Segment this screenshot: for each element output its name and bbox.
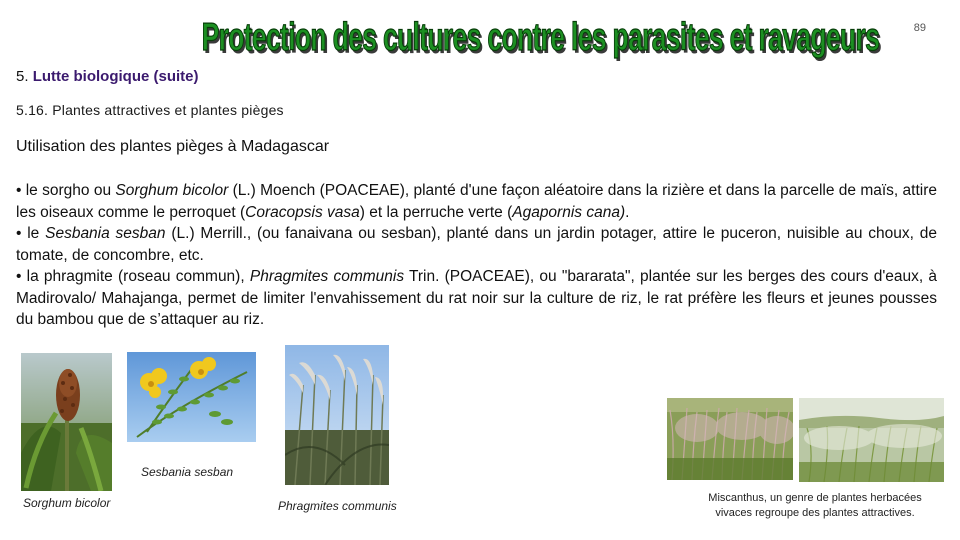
page-number: 89 bbox=[913, 22, 926, 34]
sorghum-illustration bbox=[21, 353, 112, 491]
caption-miscanthus-line1: Miscanthus, un genre de plantes herbacées bbox=[708, 492, 922, 504]
paragraph-phragmites bbox=[16, 266, 937, 331]
sesbania-illustration bbox=[127, 352, 256, 442]
text-run: (L.) Moench (POACEAE), planté d'une façon aléatoire dans la rizière et dans la parcelle de maïs, attire les oiseaux comme le perroquet ( bbox=[16, 182, 937, 221]
sesbania-photo bbox=[127, 352, 256, 442]
text-run: • le bbox=[16, 225, 46, 242]
text-run: ) et la perruche verte ( bbox=[359, 203, 513, 221]
species-name: Phragmites communis bbox=[249, 268, 405, 285]
section-title-text: Lutte biologique (suite) bbox=[32, 68, 199, 85]
caption-sorghum: Sorghum bicolor bbox=[23, 496, 111, 510]
sorghum-photo bbox=[21, 353, 112, 491]
phragmites-illustration bbox=[285, 345, 389, 485]
phragmites-photo bbox=[285, 345, 389, 485]
text-run: Trin. (POACEAE), ou "bararata", plantée sur les berges des cours d'eaux, à Madirovalo/ Mahajanga, permet de limiter l'envahissement du rat noir sur la culture de riz, le rat préfère les fleurs et jeunes pousses du bambou que de s’attaquer au riz. bbox=[16, 268, 938, 328]
caption-miscanthus bbox=[690, 491, 940, 521]
slide-title: Protection des cultures contre les parasites et ravageurs bbox=[201, 16, 880, 59]
miscanthus-photo-right bbox=[799, 398, 944, 482]
caption-sesbania: Sesbania sesban bbox=[141, 465, 234, 479]
content-heading: Utilisation des plantes pièges à Madagascar bbox=[16, 138, 330, 155]
paragraph-sorghum bbox=[16, 180, 937, 223]
miscanthus-illustration-right bbox=[799, 398, 944, 482]
species-name: Agapornis cana) bbox=[512, 203, 626, 221]
body-text bbox=[16, 180, 937, 331]
text-run: (L.) Merrill., (ou fanaivana ou sesban), planté dans un jardin potager, attire le puceron, nuisible au choux, de tomate, de concombre, etc. bbox=[16, 225, 938, 264]
section-number: 5. bbox=[16, 68, 29, 85]
species-name: Sorghum bicolor bbox=[115, 182, 229, 199]
miscanthus-illustration-left bbox=[667, 398, 793, 480]
caption-phragmites: Phragmites communis bbox=[278, 499, 397, 513]
paragraph-sesbania bbox=[16, 223, 937, 266]
subsection-title: 5.16. Plantes attractives et plantes pièges bbox=[16, 102, 284, 118]
species-name: Sesbania sesban bbox=[45, 225, 166, 242]
text-run: . bbox=[625, 203, 630, 221]
caption-miscanthus-line2: vivaces regroupe des plantes attractives. bbox=[715, 507, 915, 519]
species-name: Coracopsis vasa bbox=[245, 203, 360, 221]
text-run: • le sorgho ou bbox=[16, 182, 116, 199]
text-run: • la phragmite (roseau commun), bbox=[16, 268, 250, 285]
section-title bbox=[16, 68, 199, 85]
miscanthus-photo-left bbox=[667, 398, 793, 480]
